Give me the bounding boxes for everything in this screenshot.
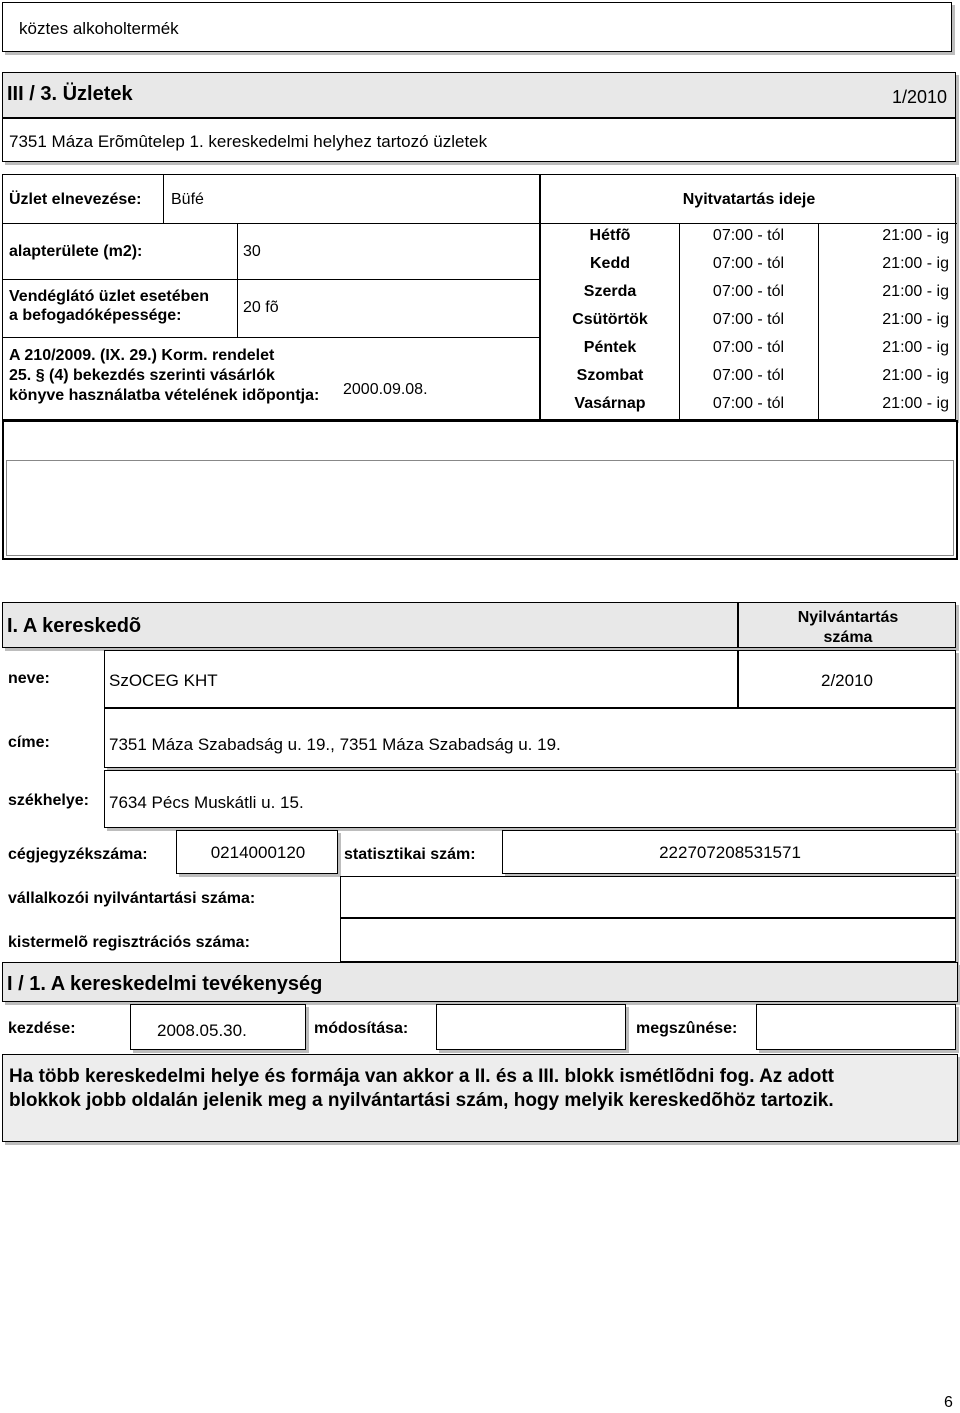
- activity-modify-box: [436, 1004, 626, 1050]
- capacity-label-line2: a befogadóképessége:: [9, 307, 182, 324]
- registry-value: 2/2010: [821, 671, 873, 690]
- capacity-label-line1: Vendéglátó üzlet esetében: [9, 288, 210, 305]
- other-hours-box: [2, 420, 958, 560]
- decree-date: 2000.09.08.: [343, 381, 428, 398]
- opening-day-6: Vasárnap: [574, 395, 646, 412]
- opening-to-4: 21:00 - ig: [882, 339, 949, 356]
- merchant-name-label: neve:: [8, 670, 50, 687]
- page-number: 6: [944, 1394, 953, 1411]
- opening-to-2: 21:00 - ig: [882, 283, 949, 300]
- shop-name-label: Üzlet elnevezése:: [9, 191, 142, 208]
- merchant-title: I. A kereskedõ: [7, 615, 142, 637]
- opening-day-4: Péntek: [583, 339, 637, 356]
- area-label: alapterülete (m2):: [9, 243, 143, 260]
- activity-start-box: [130, 1004, 306, 1050]
- activity-header: [2, 962, 958, 1002]
- opening-to-6: 21:00 - ig: [882, 395, 949, 412]
- merchant-name-value: SzOCEG KHT: [109, 671, 218, 690]
- activity-end-label: megszûnése:: [636, 1020, 738, 1037]
- opening-to-3: 21:00 - ig: [882, 311, 949, 328]
- address-value: 7351 Máza Szabadság u. 19., 7351 Máza Szabadság u. 19.: [109, 735, 561, 754]
- decree-line3: könyve használatba vételének idõpontja:: [9, 387, 320, 404]
- registry-value-box: [738, 650, 956, 708]
- merchant-header: [2, 602, 738, 648]
- registry-header: [738, 602, 956, 648]
- product-type-box: [2, 2, 952, 52]
- opening-to-5: 21:00 - ig: [882, 367, 949, 384]
- shop-name-value: Büfé: [171, 191, 204, 208]
- shop-info-panel: [2, 174, 540, 420]
- registry-label-line1: Nyilvántartás: [797, 609, 899, 626]
- activity-start-value: 2008.05.30.: [157, 1021, 247, 1040]
- entrepreneur-box: [340, 876, 956, 918]
- note-text: Ha több kereskedelmi helye és formája van akkor a II. és a III. blokk ismétlõdni fog. Az adott blokkok jobb oldalán jelenik meg a nyilvántartási szám, hogy melyik kereskedõhöz tartozik.: [9, 1066, 835, 1111]
- section-header: [2, 72, 956, 118]
- address-box: [104, 708, 956, 768]
- merchant-name-box: [104, 650, 738, 708]
- opening-hours-title: Nyitvatartás ideje: [682, 191, 816, 208]
- opening-day-2: Szerda: [583, 283, 637, 300]
- stat-box: [502, 830, 956, 874]
- opening-from-3: 07:00 - tól: [712, 311, 785, 328]
- product-type-label: köztes alkoholtermék: [19, 19, 179, 38]
- opening-from-5: 07:00 - tól: [712, 367, 785, 384]
- address-label: címe:: [8, 734, 50, 751]
- smallholder-label: kistermelõ regisztrációs száma:: [8, 934, 250, 951]
- opening-from-1: 07:00 - tól: [712, 255, 785, 272]
- section-subtitle: 7351 Máza Erõmûtelep 1. kereskedelmi helyhez tartozó üzletek: [9, 132, 488, 151]
- section-title: III / 3. Üzletek: [7, 83, 133, 105]
- document-number: 1/2010: [891, 87, 947, 107]
- decree-line2: 25. § (4) bekezdés szerinti vásárlók: [9, 367, 275, 384]
- activity-title: I / 1. A kereskedelmi tevékenység: [7, 973, 323, 995]
- decree-line1: A 210/2009. (IX. 29.) Korm. rendelet: [9, 347, 275, 364]
- opening-to-1: 21:00 - ig: [882, 255, 949, 272]
- opening-to-0: 21:00 - ig: [882, 227, 949, 244]
- stat-label: statisztikai szám:: [344, 846, 476, 863]
- seat-value: 7634 Pécs Muskátli u. 15.: [109, 793, 304, 812]
- opening-day-5: Szombat: [576, 367, 644, 384]
- seat-box: [104, 770, 956, 828]
- area-value: 30: [243, 243, 261, 260]
- opening-day-3: Csütörtök: [572, 311, 648, 328]
- opening-from-0: 07:00 - tól: [712, 227, 785, 244]
- company-reg-value: 0214000120: [210, 843, 306, 862]
- activity-modify-label: módosítása:: [314, 1020, 409, 1037]
- opening-day-0: Hétfõ: [589, 227, 631, 244]
- opening-from-2: 07:00 - tól: [712, 283, 785, 300]
- registry-label-line2: száma: [823, 629, 873, 646]
- opening-day-1: Kedd: [590, 255, 630, 272]
- stat-value: 222707208531571: [659, 843, 801, 862]
- activity-end-box: [756, 1004, 956, 1050]
- opening-from-6: 07:00 - tól: [712, 395, 785, 412]
- company-reg-box: [176, 830, 338, 874]
- company-reg-label: cégjegyzékszáma:: [8, 846, 148, 863]
- capacity-value: 20 fõ: [243, 299, 279, 316]
- activity-start-label: kezdése:: [8, 1020, 76, 1037]
- opening-from-4: 07:00 - tól: [712, 339, 785, 356]
- note-box: [2, 1054, 958, 1142]
- seat-label: székhelye:: [8, 792, 89, 809]
- entrepreneur-label: vállalkozói nyilvántartási száma:: [8, 890, 256, 907]
- opening-hours-panel: [540, 174, 956, 420]
- section-subtitle-box: [2, 118, 956, 162]
- smallholder-box: [340, 918, 956, 962]
